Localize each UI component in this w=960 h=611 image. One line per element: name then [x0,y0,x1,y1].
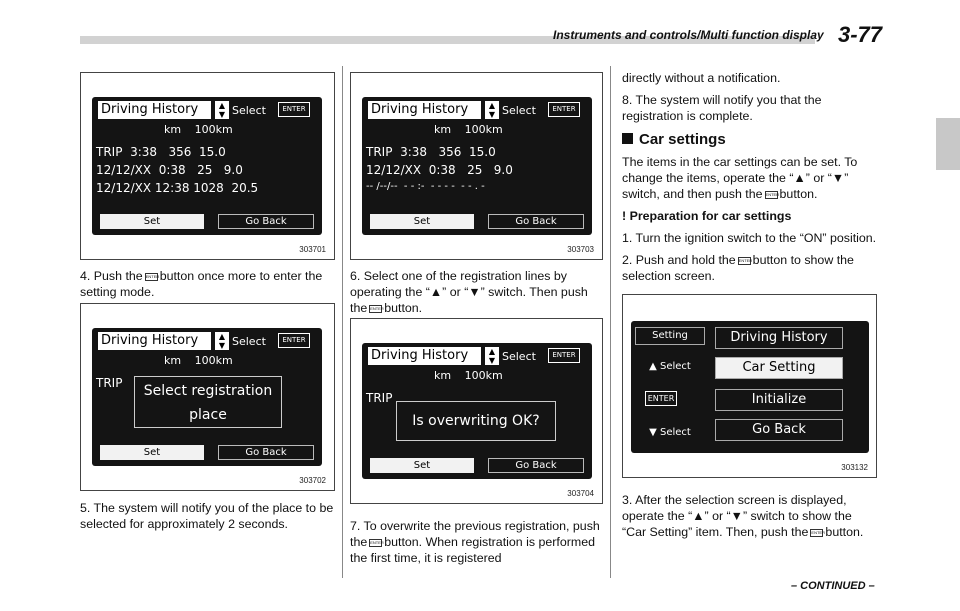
go-back-button: Go Back [218,445,314,460]
screen-title: Driving History [98,332,211,350]
set-button: Set [370,458,474,473]
figure-code: 303701 [299,245,326,254]
down-arrow-icon: ▼ [649,427,660,438]
enter-key-icon: ENTER [738,257,753,263]
step-6: 6. Select one of the registration lines by operating the “▲” or “▼” switch. Then push the ENTERbutton. [350,269,588,315]
display-screen [631,321,869,453]
enter-key-icon: ENTER [548,102,580,117]
trip-row: TRIP 3:38 356 15.0 [366,145,496,159]
display-screen [92,328,322,466]
display-screen [362,97,592,235]
figure-code: 303704 [567,489,594,498]
unit-icons: km 100km [164,123,233,136]
enter-key-icon: ENTER [645,391,677,406]
display-screen [92,97,322,235]
menu-item-driving-history: Driving History [715,327,843,349]
page-number: 3-77 [838,22,883,47]
history-row: 12/12/XX 0:38 25 9.0 [96,163,243,177]
figure-303704 [350,318,603,504]
go-back-button: Go Back [488,214,584,229]
section-tab [936,118,960,170]
square-bullet-icon [622,133,633,144]
history-row: 12/12/XX 0:38 25 9.0 [366,163,513,177]
subsection-heading: ! Preparation for car settings [622,209,792,223]
screen-title: Driving History [368,347,481,365]
figure-303703 [350,72,603,260]
trip-label: TRIP [96,376,123,390]
step-3: 3. After the selection screen is displayed, operate the “▲” or “▼” switch to show the “Car Setting” item. Then, push the ENTERbutton. [622,493,864,539]
step-2: 2. Push and hold the ENTERbutton to show the selection screen. [622,253,854,283]
figure-303132 [622,294,877,478]
go-back-button: Go Back [488,458,584,473]
step-7: 7. To overwrite the previous registration, push the ENTERbutton. When registration is performed the first time, it is registered [350,519,600,565]
section-title: Instruments and controls/Multi function display [553,28,824,42]
enter-key-icon: ENTER [765,191,780,197]
set-button: Set [100,214,204,229]
enter-key-icon: ENTER [370,305,384,311]
car-settings-text [622,70,877,290]
section-heading: Car settings [622,132,877,148]
unit-icons: km 100km [164,354,233,367]
menu-item-go-back: Go Back [715,419,843,441]
step-8: 8. The system will notify you that the registration is complete. [622,93,822,123]
select-label: Select [232,104,266,117]
display-screen [362,343,592,479]
empty-row: -- /--/-- - - :- - - - - - - . - [366,181,485,192]
select-label: Select [502,350,536,363]
select-down-label: ▼ Select [649,427,691,438]
trip-row: TRIP 3:38 356 15.0 [96,145,226,159]
history-row: 12/12/XX 12:38 1028 20.5 [96,181,259,195]
setting-label: Setting [635,327,705,345]
step-5: 5. The system will notify you of the place to be selected for approximately 2 seconds. [80,501,334,531]
figure-303701 [80,72,335,260]
unit-icons: km 100km [434,123,503,136]
popup-message: Is overwriting OK? [396,401,556,441]
set-button: Set [100,445,204,460]
screen-title: Driving History [98,101,211,119]
figure-code: 303703 [567,245,594,254]
enter-key-icon: ENTER [370,539,384,545]
up-arrow-icon: ▲ [649,361,660,372]
set-button: Set [370,214,474,229]
enter-key-icon: ENTER [811,529,825,535]
enter-key-icon: ENTER [278,102,310,117]
unit-icons: km 100km [434,369,503,382]
figure-303702 [80,303,335,491]
menu-item-car-setting: Car Setting [715,357,843,379]
updown-icon: ▲ ▼ [485,347,499,365]
step-4: 4. Push the ENTERbutton once more to enter the setting mode. [80,269,323,299]
enter-key-icon: ENTER [548,348,580,363]
select-label: Select [232,335,266,348]
go-back-button: Go Back [218,214,314,229]
select-label: Select [502,104,536,117]
screen-title: Driving History [368,101,481,119]
updown-icon: ▲ ▼ [485,101,499,119]
figure-code: 303702 [299,476,326,485]
menu-item-initialize: Initialize [715,389,843,411]
column-divider [610,66,611,578]
updown-icon: ▲ ▼ [215,332,229,350]
enter-key-icon: ENTER [145,273,160,279]
updown-icon: ▲ ▼ [215,101,229,119]
step-1: 1. Turn the ignition switch to the “ON” position. [622,231,877,245]
figure-code: 303132 [841,463,868,472]
paragraph: The items in the car settings can be set. To change the items, operate the “▲” or “▼” switch, and then push the ENTERbutton. [622,155,858,201]
trip-label: TRIP [366,391,393,405]
paragraph: directly without a notification. [622,71,781,85]
select-up-label: ▲ Select [649,361,691,372]
column-divider [342,66,343,578]
continued-label: – CONTINUED – [791,580,875,592]
popup-message: Select registration place [134,376,282,428]
enter-key-icon: ENTER [278,333,310,348]
